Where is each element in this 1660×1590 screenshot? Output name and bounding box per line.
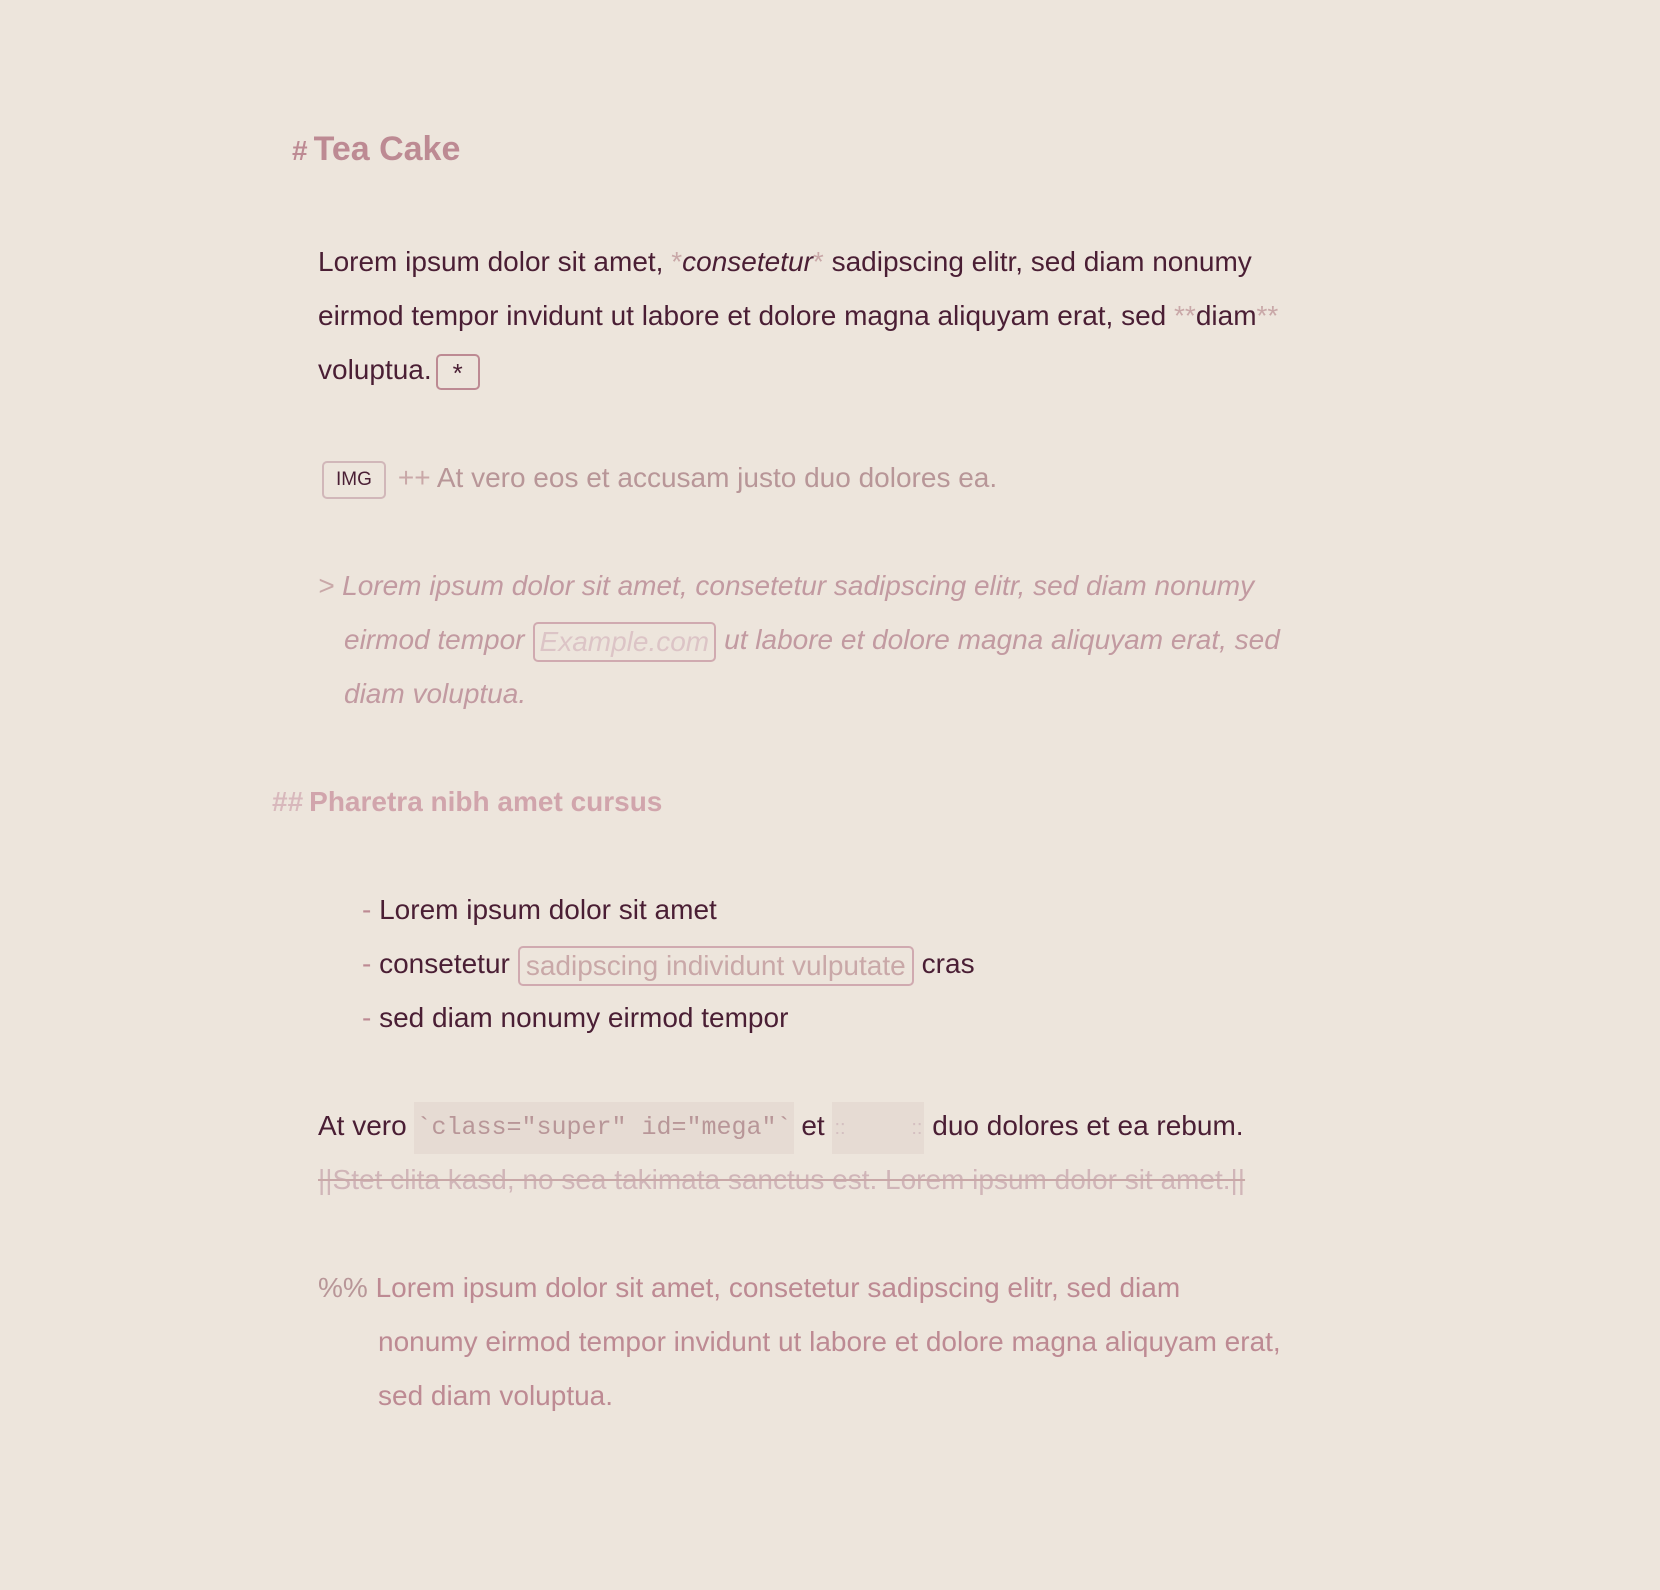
text: et	[801, 1110, 825, 1141]
comment-line[interactable]	[378, 1369, 613, 1423]
emphasis-marker: *	[812, 246, 824, 277]
list-bullet: -	[362, 948, 372, 979]
heading-1-title: Tea Cake	[313, 130, 461, 168]
text: ||Stet clita kasd, no sea takimata sanctus est. Lorem ipsum dolor sit amet.||	[318, 1164, 1246, 1195]
text: eirmod tempor invidunt ut labore et dolore magna aliquyam erat, sed	[318, 300, 1175, 331]
text: sed diam voluptua.	[378, 1380, 614, 1411]
heading-2-marker: ##	[272, 786, 304, 817]
strong-text: diam	[1195, 300, 1257, 331]
text: cras	[921, 948, 975, 979]
text: Lorem ipsum dolor sit amet	[379, 894, 717, 925]
list-bullet: -	[362, 1002, 372, 1033]
text: ut labore et dolore magna aliquyam erat, sed	[724, 624, 1280, 655]
strong-marker: **	[1256, 300, 1279, 331]
comment-line[interactable]	[378, 1315, 1281, 1369]
emphasis-text: consetetur	[682, 246, 813, 277]
strong-marker: **	[1174, 300, 1196, 331]
list-item[interactable]	[362, 883, 717, 937]
placeholder-close-marker: ::	[911, 1116, 923, 1139]
blockquote-line[interactable]	[344, 667, 526, 721]
paragraph-line[interactable]	[318, 235, 1252, 289]
link[interactable]: Example.com	[533, 622, 717, 662]
heading-2[interactable]	[272, 775, 662, 829]
text: consetetur	[379, 948, 510, 979]
inline-code[interactable]: `class="super" id="mega"`	[414, 1102, 793, 1154]
text: sed diam nonumy eirmod tempor	[379, 1002, 789, 1033]
placeholder-open-marker: ::	[834, 1116, 846, 1139]
image-marker: ++	[397, 462, 431, 493]
paragraph-line[interactable]	[318, 1099, 1244, 1154]
strikethrough-line[interactable]	[318, 1153, 1245, 1207]
blockquote-line[interactable]	[344, 613, 1280, 667]
text: At vero	[318, 1110, 407, 1141]
text: Lorem ipsum dolor sit amet, consetetur sadipscing elitr, sed diam	[375, 1272, 1181, 1303]
image-line[interactable]	[322, 451, 997, 505]
heading-2-title: Pharetra nibh amet cursus	[309, 786, 663, 817]
paragraph-line[interactable]	[318, 289, 1278, 343]
text: Lorem ipsum dolor sit amet,	[318, 246, 672, 277]
footnote-chip[interactable]: *	[436, 354, 480, 390]
text: Lorem ipsum dolor sit amet, consetetur sadipscing elitr, sed diam nonumy	[342, 570, 1255, 601]
image-chip[interactable]: IMG	[322, 461, 386, 499]
comment-marker: %%	[318, 1272, 368, 1303]
list-item[interactable]	[362, 991, 788, 1045]
list-bullet: -	[362, 894, 372, 925]
heading-1-marker: #	[292, 135, 308, 166]
list-item[interactable]	[362, 937, 975, 991]
image-caption: At vero eos et accusam justo duo dolores ea.	[436, 462, 998, 493]
comment-line[interactable]	[318, 1261, 1180, 1315]
text: voluptua.	[318, 354, 432, 385]
text: nonumy eirmod tempor invidunt ut labore et dolore magna aliquyam erat,	[378, 1326, 1281, 1357]
placeholder-field[interactable]	[832, 1102, 924, 1154]
text: diam voluptua.	[344, 678, 527, 709]
blockquote-marker: >	[318, 570, 335, 601]
paragraph-line[interactable]	[318, 343, 480, 397]
text: eirmod tempor	[344, 624, 525, 655]
text: sadipscing elitr, sed diam nonumy	[823, 246, 1252, 277]
text: duo dolores et ea rebum.	[932, 1110, 1244, 1141]
highlight-tag[interactable]: sadipscing individunt vulputate	[518, 946, 914, 986]
heading-1[interactable]	[292, 122, 460, 178]
blockquote-line[interactable]	[318, 559, 1254, 613]
emphasis-marker: *	[671, 246, 683, 277]
